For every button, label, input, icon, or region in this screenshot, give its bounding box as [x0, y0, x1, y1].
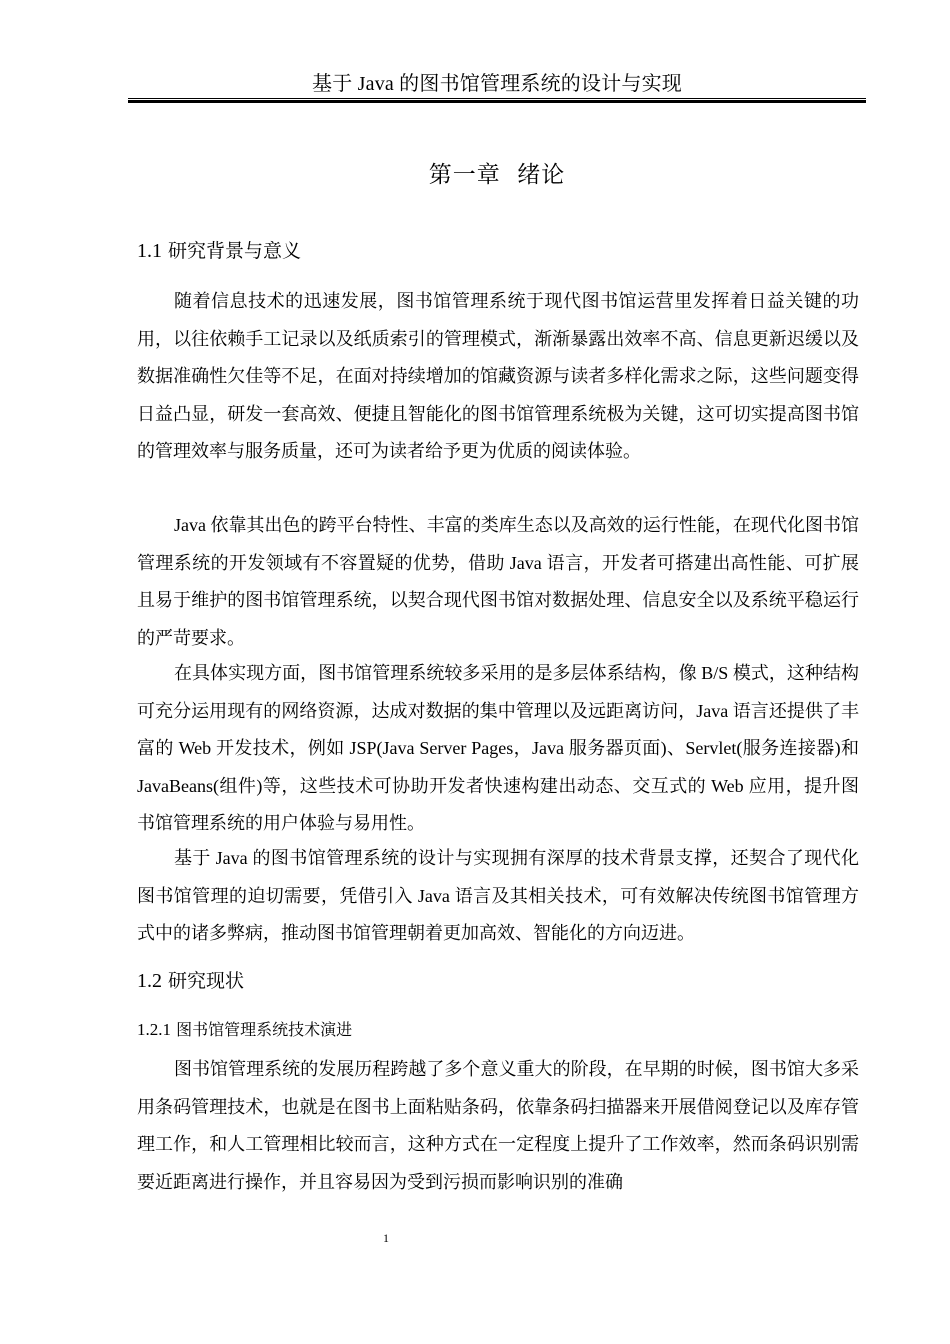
section-heading-1-2 — [137, 968, 244, 994]
subsection-title: 图书馆管理系统技术演进 — [176, 1020, 353, 1039]
section-heading-1-1 — [137, 238, 301, 264]
section-number: 1.1 — [137, 240, 162, 262]
header-rule-thin — [128, 98, 866, 99]
section-number: 1.2 — [137, 970, 162, 992]
header-rule-thick — [128, 100, 866, 103]
section-title: 研究背景与意义 — [168, 240, 302, 262]
chapter-title: 第一章 绪论 — [428, 162, 566, 188]
running-header-title: 基于 Java 的图书馆管理系统的设计与实现 — [312, 73, 682, 95]
subsection-heading-1-2-1 — [137, 1019, 352, 1041]
subsection-number: 1.2.1 — [137, 1020, 171, 1039]
paragraph-background-3: 在具体实现方面，图书馆管理系统较多采用的是多层体系结构，像 B/S 模式，这种结构可充分运用现有的网络资源，达成对数据的集中管理以及远距离访问，Java 语言还提供了丰富的 Web 开发技术，例如 JSP(Java Server Pages，Java 服务器页面)、Servlet(服务连接器)和 JavaBeans(组件)等，这些技术可协助开发者快速构建出动态、交互式的 Web 应用，提升图书馆管理系统的用户体验与易用性。 — [137, 663, 859, 833]
paragraph-tech-evolution-1: 图书馆管理系统的发展历程跨越了多个意义重大的阶段，在早期的时候，图书馆大多采用条码管理技术，也就是在图书上面粘贴条码，依靠条码扫描器来开展借阅登记以及库存管理工作，和人工管理相比较而言，这种方式在一定程度上提升了工作效率，然而条码识别需要近距离进行操作，并且容易因为受到污损而影响识别的准确 — [137, 1059, 859, 1192]
paragraph-background-4: 基于 Java 的图书馆管理系统的设计与实现拥有深厚的技术背景支撑，还契合了现代化图书馆管理的迫切需要，凭借引入 Java 语言及其相关技术，可有效解决传统图书馆管理方式中的诸多弊病，推动图书馆管理朝着更加高效、智能化的方向迈进。 — [137, 848, 859, 943]
header-double-rule — [128, 98, 866, 103]
section-title: 研究现状 — [168, 970, 245, 992]
page-number: 1 — [383, 1231, 389, 1245]
paragraph-background-2: Java 依靠其出色的跨平台特性、丰富的类库生态以及高效的运行性能，在现代化图书馆管理系统的开发领域有不容置疑的优势，借助 Java 语言，开发者可搭建出高性能、可扩展且易于维护的图书馆管理系统，以契合现代图书馆对数据处理、信息安全以及系统平稳运行的严苛要求。 — [137, 515, 859, 648]
paragraph-background-1: 随着信息技术的迅速发展，图书馆管理系统于现代图书馆运营里发挥着日益关键的功用，以往依赖手工记录以及纸质索引的管理模式，渐渐暴露出效率不高、信息更新迟缓以及数据准确性欠佳等不足，在面对持续增加的馆藏资源与读者多样化需求之际，这些问题变得日益凸显，研发一套高效、便捷且智能化的图书馆管理系统极为关键，这可切实提高图书馆的管理效率与服务质量，还可为读者给予更为优质的阅读体验。 — [137, 291, 859, 461]
